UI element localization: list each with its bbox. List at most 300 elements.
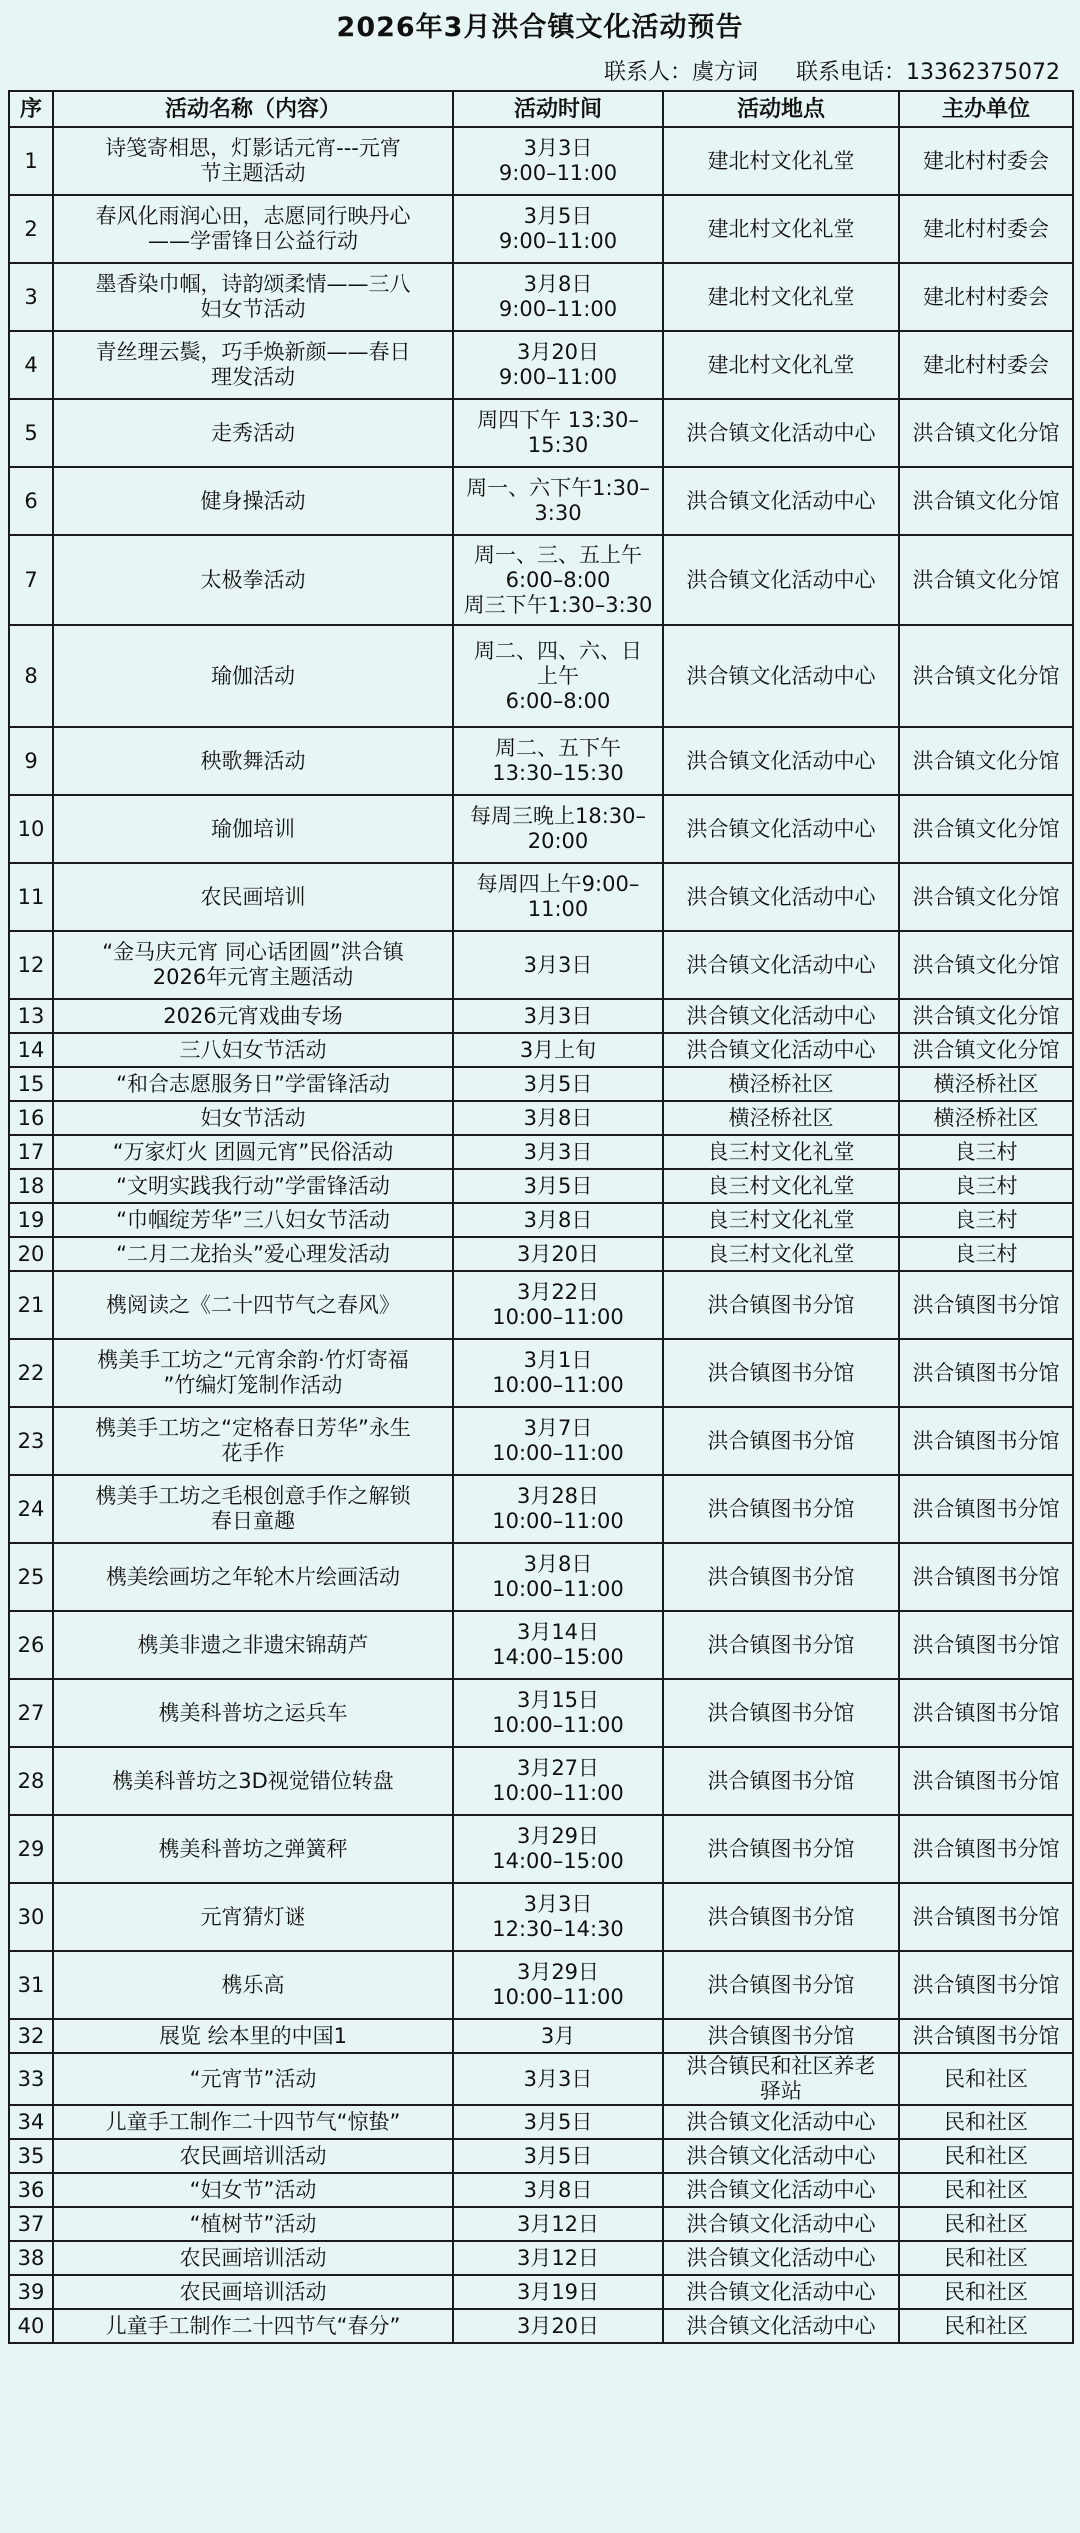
cell-activity-place-line: 建北村文化礼堂 <box>707 148 855 173</box>
cell-activity-name-line: 理发活动 <box>211 365 295 389</box>
cell-activity-place <box>663 2019 899 2053</box>
cell-activity-place <box>663 263 899 331</box>
cell-organizer-line: 洪合镇文化分馆 <box>912 663 1060 688</box>
cell-organizer <box>899 331 1073 399</box>
cell-activity-name-line: 槜美手工坊之毛根创意手作之解锁 <box>95 1484 411 1508</box>
cell-index: 14 <box>9 1033 53 1067</box>
cell-activity-place-line: 洪合镇图书分馆 <box>707 1972 855 1997</box>
cell-organizer <box>899 2275 1073 2309</box>
cell-index: 30 <box>9 1883 53 1951</box>
cell-organizer-line: 洪合镇图书分馆 <box>912 1700 1060 1725</box>
table-row <box>9 1679 1073 1747</box>
cell-activity-place-line: 洪合镇文化活动中心 <box>686 2245 876 2270</box>
cell-activity-name-line: 农民画培训活动 <box>179 2143 327 2168</box>
cell-activity-time-line: 10:00–11:00 <box>492 1373 624 1397</box>
cell-index: 36 <box>9 2173 53 2207</box>
cell-organizer-line: 民和社区 <box>944 2211 1028 2236</box>
cell-index: 19 <box>9 1203 53 1237</box>
cell-index: 32 <box>9 2019 53 2053</box>
cell-activity-place-line: 洪合镇图书分馆 <box>707 1768 855 1793</box>
cell-organizer <box>899 1237 1073 1271</box>
cell-activity-name-line: 健身操活动 <box>200 488 306 513</box>
cell-index: 23 <box>9 1407 53 1475</box>
table-row <box>9 127 1073 195</box>
cell-activity-time <box>453 2309 663 2343</box>
cell-activity-time <box>453 2053 663 2105</box>
table-row <box>9 931 1073 999</box>
cell-activity-place <box>663 1067 899 1101</box>
cell-activity-place-line: 洪合镇文化活动中心 <box>686 663 876 688</box>
cell-activity-time-line: 6:00–8:00 <box>505 688 611 713</box>
cell-index: 35 <box>9 2139 53 2173</box>
cell-activity-name-line: 妇女节活动 <box>200 1105 306 1130</box>
cell-organizer-line: 洪合镇图书分馆 <box>912 1904 1060 1929</box>
cell-activity-name <box>53 625 453 727</box>
cell-activity-name-line: 妇女节活动 <box>200 297 306 321</box>
cell-activity-place-line: 洪合镇文化活动中心 <box>686 1003 876 1028</box>
table-row <box>9 795 1073 863</box>
cell-index: 31 <box>9 1951 53 2019</box>
cell-activity-name <box>53 999 453 1033</box>
cell-activity-name <box>53 795 453 863</box>
cell-activity-name <box>53 1951 453 2019</box>
cell-activity-time <box>453 1543 663 1611</box>
table-row <box>9 399 1073 467</box>
cell-index: 28 <box>9 1747 53 1815</box>
table-row <box>9 2019 1073 2053</box>
table-row <box>9 1883 1073 1951</box>
cell-activity-name-line: 槜美科普坊之3D视觉错位转盘 <box>112 1768 394 1793</box>
cell-organizer <box>899 1271 1073 1339</box>
cell-activity-time-line: 3月28日 <box>516 1484 600 1508</box>
cell-organizer-line: 洪合镇文化分馆 <box>912 567 1060 592</box>
cell-organizer-line: 洪合镇文化分馆 <box>912 488 1060 513</box>
cell-activity-time-line: 每周三晚上18:30– <box>469 804 647 828</box>
cell-activity-name <box>53 1033 453 1067</box>
cell-activity-name-line: “万家灯火 团圆元宵”民俗活动 <box>112 1139 394 1164</box>
cell-organizer <box>899 2241 1073 2275</box>
cell-activity-place <box>663 1271 899 1339</box>
cell-organizer-line: 洪合镇文化分馆 <box>912 1037 1060 1062</box>
cell-index: 2 <box>9 195 53 263</box>
cell-activity-name <box>53 2207 453 2241</box>
cell-index: 5 <box>9 399 53 467</box>
cell-activity-place-line: 良三村文化礼堂 <box>707 1139 855 1164</box>
cell-activity-name <box>53 931 453 999</box>
cell-organizer <box>899 1067 1073 1101</box>
cell-activity-time <box>453 1203 663 1237</box>
cell-organizer-line: 横泾桥社区 <box>933 1105 1039 1130</box>
cell-activity-place-line: 洪合镇民和社区养老 <box>686 2054 876 2078</box>
cell-index: 9 <box>9 727 53 795</box>
cell-activity-time <box>453 1169 663 1203</box>
cell-organizer-line: 洪合镇图书分馆 <box>912 1564 1060 1589</box>
cell-activity-name <box>53 1543 453 1611</box>
cell-activity-time <box>453 2019 663 2053</box>
cell-activity-name <box>53 1815 453 1883</box>
cell-activity-time-line: 周二、四、六、日 <box>474 638 642 663</box>
cell-index: 10 <box>9 795 53 863</box>
cell-organizer-line: 洪合镇文化分馆 <box>912 748 1060 773</box>
cell-index: 8 <box>9 625 53 727</box>
cell-activity-place <box>663 1951 899 2019</box>
cell-organizer-line: 建北村村委会 <box>923 216 1049 241</box>
cell-organizer <box>899 999 1073 1033</box>
cell-organizer <box>899 625 1073 727</box>
cell-index: 37 <box>9 2207 53 2241</box>
cell-activity-name <box>53 1475 453 1543</box>
cell-activity-time <box>453 1237 663 1271</box>
cell-organizer <box>899 1135 1073 1169</box>
cell-activity-name <box>53 863 453 931</box>
cell-activity-name-line: 诗笺寄相思，灯影话元宵---元宵 <box>105 136 401 160</box>
cell-activity-name <box>53 535 453 625</box>
cell-activity-place <box>663 2275 899 2309</box>
cell-organizer-line: 良三村 <box>954 1139 1018 1164</box>
cell-activity-place <box>663 195 899 263</box>
cell-organizer-line: 民和社区 <box>944 2109 1028 2134</box>
cell-activity-time <box>453 1271 663 1339</box>
cell-activity-place <box>663 2309 899 2343</box>
cell-activity-name-line: 槜美科普坊之运兵车 <box>158 1700 348 1725</box>
cell-organizer-line: 洪合镇图书分馆 <box>912 1496 1060 1521</box>
cell-activity-time <box>453 1407 663 1475</box>
cell-activity-time-line: 3月15日 <box>516 1688 600 1712</box>
cell-organizer <box>899 399 1073 467</box>
cell-activity-time-line: 14:00–15:00 <box>492 1645 624 1669</box>
cell-index: 39 <box>9 2275 53 2309</box>
cell-activity-name-line: 三八妇女节活动 <box>179 1037 327 1062</box>
cell-organizer-line: 洪合镇图书分馆 <box>912 1632 1060 1657</box>
cell-activity-time-line: 12:30–14:30 <box>492 1917 624 1941</box>
cell-activity-time <box>453 2241 663 2275</box>
table-row <box>9 467 1073 535</box>
table-row <box>9 1339 1073 1407</box>
cell-organizer-line: 洪合镇图书分馆 <box>912 1836 1060 1861</box>
cell-activity-time <box>453 127 663 195</box>
cell-activity-name-line: 展览 绘本里的中国1 <box>158 2023 348 2048</box>
cell-index: 34 <box>9 2105 53 2139</box>
cell-activity-name-line: 2026元宵戏曲专场 <box>163 1003 343 1028</box>
cell-organizer <box>899 795 1073 863</box>
table-row <box>9 2309 1073 2343</box>
cell-activity-place <box>663 127 899 195</box>
cell-activity-time <box>453 1747 663 1815</box>
cell-activity-name-line: 太极拳活动 <box>200 567 306 592</box>
cell-activity-time <box>453 467 663 535</box>
cell-index: 33 <box>9 2053 53 2105</box>
table-row <box>9 1271 1073 1339</box>
cell-organizer <box>899 863 1073 931</box>
header-organizer: 主办单位 <box>899 91 1073 127</box>
cell-activity-name-line: “巾帼绽芳华”三八妇女节活动 <box>116 1207 390 1232</box>
cell-activity-time <box>453 1101 663 1135</box>
cell-activity-name-line: 槜美手工坊之“定格春日芳华”永生 <box>95 1416 411 1440</box>
table-row <box>9 2105 1073 2139</box>
cell-activity-place-line: 洪合镇文化活动中心 <box>686 2279 876 2304</box>
cell-activity-place-line: 洪合镇文化活动中心 <box>686 2143 876 2168</box>
cell-activity-time-line: 6:00–8:00 <box>505 567 611 592</box>
cell-activity-time <box>453 625 663 727</box>
cell-activity-time-line: 3月20日 <box>516 340 600 364</box>
cell-index: 3 <box>9 263 53 331</box>
cell-activity-name <box>53 263 453 331</box>
cell-activity-time-line: 9:00–11:00 <box>498 161 618 185</box>
cell-activity-place <box>663 2053 899 2105</box>
cell-activity-name-line: 青丝理云鬓，巧手焕新颜——春日 <box>95 340 411 364</box>
cell-activity-time <box>453 1883 663 1951</box>
cell-activity-name-line: 春日童趣 <box>211 1509 295 1533</box>
cell-index: 25 <box>9 1543 53 1611</box>
cell-activity-place-line: 洪合镇文化活动中心 <box>686 2177 876 2202</box>
cell-activity-place <box>663 2105 899 2139</box>
cell-activity-place <box>663 863 899 931</box>
table-row <box>9 195 1073 263</box>
cell-activity-time-line: 周四下午 13:30– <box>477 408 639 432</box>
cell-activity-name <box>53 1237 453 1271</box>
cell-activity-name-line: “二月二龙抬头”爱心理发活动 <box>116 1241 390 1266</box>
cell-activity-time-line: 3月20日 <box>516 1241 600 1266</box>
table-row <box>9 1815 1073 1883</box>
cell-index: 1 <box>9 127 53 195</box>
cell-organizer <box>899 727 1073 795</box>
contact-phone: 13362375072 <box>906 60 1060 85</box>
cell-activity-name-line: “文明实践我行动”学雷锋活动 <box>116 1173 390 1198</box>
cell-activity-time <box>453 931 663 999</box>
cell-activity-name <box>53 1679 453 1747</box>
cell-activity-name <box>53 1271 453 1339</box>
table-body <box>9 127 1073 2343</box>
cell-activity-place <box>663 625 899 727</box>
cell-activity-time-line: 3月7日 <box>523 1416 593 1440</box>
cell-activity-time-line: 每周四上午9:00– <box>476 872 640 896</box>
cell-activity-place-line: 洪合镇图书分馆 <box>707 1428 855 1453</box>
cell-activity-name-line: ——学雷锋日公益行动 <box>148 229 358 253</box>
cell-activity-place <box>663 1135 899 1169</box>
table-row <box>9 535 1073 625</box>
cell-activity-time-line: 3月19日 <box>516 2279 600 2304</box>
cell-activity-name-line: “金马庆元宵 同心话团圆”洪合镇 <box>102 940 404 964</box>
cell-organizer <box>899 1747 1073 1815</box>
cell-activity-name-line: 2026年元宵主题活动 <box>152 965 354 989</box>
cell-organizer <box>899 535 1073 625</box>
cell-activity-name-line: 节主题活动 <box>200 161 306 185</box>
cell-index: 24 <box>9 1475 53 1543</box>
cell-index: 22 <box>9 1339 53 1407</box>
cell-activity-time <box>453 795 663 863</box>
cell-activity-name <box>53 2019 453 2053</box>
cell-activity-place-line: 洪合镇文化活动中心 <box>686 2211 876 2236</box>
cell-activity-time-line: 14:00–15:00 <box>492 1849 624 1873</box>
cell-activity-name <box>53 727 453 795</box>
cell-activity-place <box>663 931 899 999</box>
table-row <box>9 2139 1073 2173</box>
cell-activity-name-line: 儿童手工制作二十四节气“春分” <box>105 2313 401 2338</box>
cell-activity-place <box>663 1339 899 1407</box>
cell-activity-place <box>663 1611 899 1679</box>
cell-organizer <box>899 127 1073 195</box>
cell-organizer <box>899 1339 1073 1407</box>
cell-activity-name-line: 槜美手工坊之“元宵余韵·竹灯寄福 <box>97 1348 409 1372</box>
cell-organizer-line: 洪合镇文化分馆 <box>912 952 1060 977</box>
cell-organizer <box>899 1679 1073 1747</box>
page-title: 2026年3月洪合镇文化活动预告 <box>336 12 744 43</box>
cell-activity-time-line: 3月20日 <box>516 2313 600 2338</box>
cell-activity-name-line: 槜美绘画坊之年轮木片绘画活动 <box>106 1564 400 1589</box>
cell-organizer-line: 洪合镇图书分馆 <box>912 1428 1060 1453</box>
cell-activity-place <box>663 331 899 399</box>
cell-organizer-line: 洪合镇文化分馆 <box>912 884 1060 909</box>
cell-activity-time-line: 周二、五下午 <box>495 736 621 760</box>
table-row <box>9 999 1073 1033</box>
cell-organizer <box>899 2173 1073 2207</box>
cell-activity-time-line: 3月5日 <box>523 1173 593 1198</box>
contact-person: 虞方词 <box>692 60 759 85</box>
cell-activity-name <box>53 2173 453 2207</box>
cell-activity-time-line: 10:00–11:00 <box>492 1985 624 2009</box>
cell-activity-name <box>53 127 453 195</box>
cell-organizer <box>899 1611 1073 1679</box>
table-row <box>9 863 1073 931</box>
cell-organizer-line: 洪合镇图书分馆 <box>912 1360 1060 1385</box>
cell-activity-place-line: 横泾桥社区 <box>728 1105 834 1130</box>
cell-organizer-line: 洪合镇图书分馆 <box>912 2023 1060 2048</box>
cell-activity-place <box>663 399 899 467</box>
cell-activity-place-line: 洪合镇文化活动中心 <box>686 748 876 773</box>
cell-activity-name <box>53 1067 453 1101</box>
cell-organizer-line: 横泾桥社区 <box>933 1071 1039 1096</box>
cell-activity-name <box>53 2105 453 2139</box>
cell-activity-place-line: 洪合镇图书分馆 <box>707 1496 855 1521</box>
cell-activity-name-line: 墨香染巾帼，诗韵颂柔情——三八 <box>95 272 411 296</box>
table-header-row <box>9 91 1073 127</box>
cell-activity-place-line: 洪合镇图书分馆 <box>707 2023 855 2048</box>
cell-activity-time <box>453 727 663 795</box>
cell-activity-name <box>53 2053 453 2105</box>
cell-organizer <box>899 467 1073 535</box>
cell-activity-name-line: 槜美非遗之非遗宋锦葫芦 <box>137 1632 369 1657</box>
cell-activity-time <box>453 1067 663 1101</box>
cell-activity-time-line: 3月5日 <box>523 2109 593 2134</box>
cell-activity-time-line: 15:30 <box>527 433 589 457</box>
cell-index: 38 <box>9 2241 53 2275</box>
cell-activity-name-line: 元宵猜灯谜 <box>200 1904 306 1929</box>
cell-activity-name-line: 儿童手工制作二十四节气“惊蛰” <box>105 2109 401 2134</box>
cell-organizer <box>899 1203 1073 1237</box>
cell-activity-time <box>453 535 663 625</box>
table-row <box>9 2173 1073 2207</box>
cell-organizer <box>899 1543 1073 1611</box>
cell-activity-name-line: 农民画培训活动 <box>179 2245 327 2270</box>
cell-activity-place <box>663 1883 899 1951</box>
cell-activity-place <box>663 999 899 1033</box>
cell-activity-place-line: 洪合镇文化活动中心 <box>686 567 876 592</box>
cell-activity-name <box>53 1883 453 1951</box>
cell-activity-time-line: 3月3日 <box>523 1892 593 1916</box>
table-row <box>9 1747 1073 1815</box>
cell-index: 11 <box>9 863 53 931</box>
cell-organizer-line: 建北村村委会 <box>923 148 1049 173</box>
cell-index: 13 <box>9 999 53 1033</box>
cell-activity-place-line: 洪合镇文化活动中心 <box>686 420 876 445</box>
cell-activity-place-line: 洪合镇文化活动中心 <box>686 2109 876 2134</box>
cell-activity-time-line: 3月3日 <box>523 1003 593 1028</box>
cell-activity-name-line: 走秀活动 <box>211 420 295 445</box>
cell-index: 40 <box>9 2309 53 2343</box>
cell-index: 6 <box>9 467 53 535</box>
cell-activity-place-line: 洪合镇文化活动中心 <box>686 952 876 977</box>
table-row <box>9 2241 1073 2275</box>
cell-activity-time <box>453 1135 663 1169</box>
cell-organizer-line: 建北村村委会 <box>923 284 1049 309</box>
table-row <box>9 331 1073 399</box>
cell-index: 12 <box>9 931 53 999</box>
cell-activity-place-line: 洪合镇文化活动中心 <box>686 488 876 513</box>
cell-activity-place-line: 良三村文化礼堂 <box>707 1207 855 1232</box>
cell-organizer-line: 良三村 <box>954 1241 1018 1266</box>
cell-activity-place-line: 洪合镇文化活动中心 <box>686 2313 876 2338</box>
cell-activity-time-line: 周一、三、五上午 <box>474 542 642 567</box>
table-row <box>9 727 1073 795</box>
cell-activity-place <box>663 1679 899 1747</box>
cell-activity-time-line: 3月8日 <box>523 272 593 296</box>
cell-organizer-line: 洪合镇图书分馆 <box>912 1292 1060 1317</box>
cell-activity-place <box>663 1203 899 1237</box>
cell-activity-place-line: 建北村文化礼堂 <box>707 216 855 241</box>
cell-organizer <box>899 2139 1073 2173</box>
cell-organizer-line: 民和社区 <box>944 2313 1028 2338</box>
cell-activity-time-line: 上午 <box>537 663 579 688</box>
cell-activity-time-line: 9:00–11:00 <box>498 297 618 321</box>
cell-activity-time <box>453 2139 663 2173</box>
cell-activity-time-line: 3月 <box>540 2023 576 2048</box>
cell-activity-time <box>453 195 663 263</box>
cell-activity-name-line: “元宵节”活动 <box>189 2066 317 2091</box>
cell-activity-place <box>663 2173 899 2207</box>
cell-activity-place-line: 驿站 <box>760 2079 802 2103</box>
header-activity-name: 活动名称（内容） <box>53 91 453 127</box>
cell-activity-place <box>663 1475 899 1543</box>
cell-index: 17 <box>9 1135 53 1169</box>
activity-table <box>8 90 1074 2344</box>
cell-activity-time <box>453 1815 663 1883</box>
cell-activity-place <box>663 1033 899 1067</box>
cell-activity-name <box>53 467 453 535</box>
cell-activity-time-line: 3月8日 <box>523 1552 593 1576</box>
cell-activity-time-line: 3月3日 <box>523 136 593 160</box>
cell-activity-place-line: 洪合镇文化活动中心 <box>686 1037 876 1062</box>
cell-organizer <box>899 1883 1073 1951</box>
table-row <box>9 1951 1073 2019</box>
cell-index: 27 <box>9 1679 53 1747</box>
cell-activity-place <box>663 2207 899 2241</box>
table-row <box>9 1543 1073 1611</box>
cell-activity-place <box>663 1407 899 1475</box>
cell-activity-name-line: 槜阅读之《二十四节气之春风》 <box>106 1292 400 1317</box>
cell-activity-place <box>663 1101 899 1135</box>
cell-organizer <box>899 2105 1073 2139</box>
cell-activity-place-line: 横泾桥社区 <box>728 1071 834 1096</box>
cell-organizer <box>899 1169 1073 1203</box>
cell-activity-name <box>53 2309 453 2343</box>
cell-activity-time <box>453 263 663 331</box>
cell-activity-time-line: 3月上旬 <box>519 1037 597 1062</box>
contact-line <box>8 56 1072 90</box>
cell-activity-name-line: 瑜伽培训 <box>211 816 295 841</box>
header-activity-place: 活动地点 <box>663 91 899 127</box>
cell-index: 20 <box>9 1237 53 1271</box>
cell-activity-place-line: 洪合镇图书分馆 <box>707 1564 855 1589</box>
